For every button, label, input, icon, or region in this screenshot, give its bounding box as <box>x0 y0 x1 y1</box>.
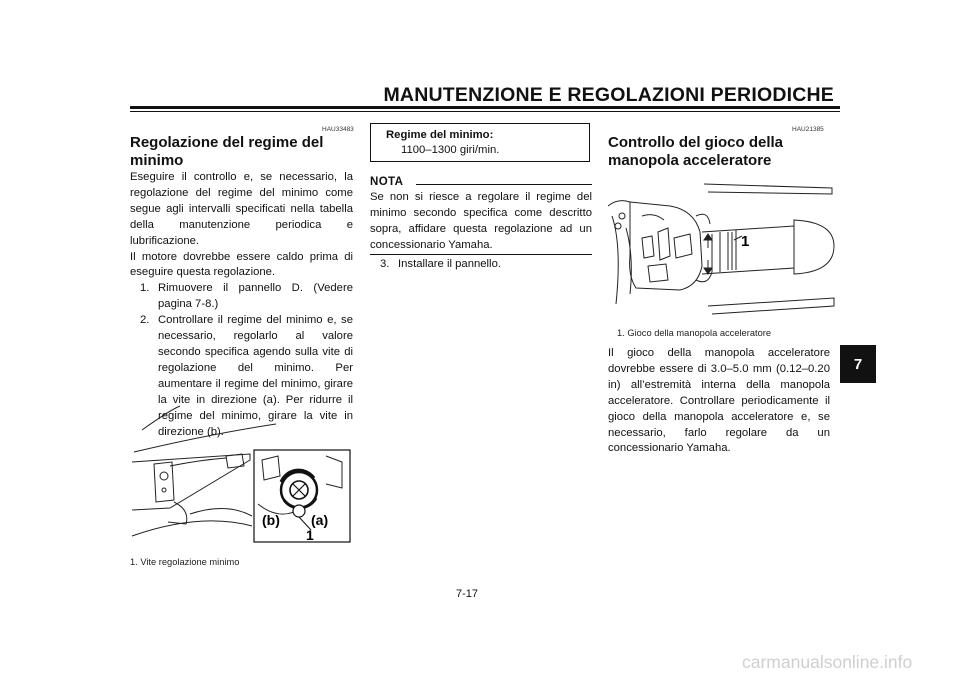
heading-line: manopola acceleratore <box>608 151 772 169</box>
list-item <box>380 257 592 273</box>
step-number: 1. <box>140 282 150 295</box>
step-3 <box>370 257 592 273</box>
section-code: HAU21385 <box>792 126 824 133</box>
watermark[interactable]: carmanualsonline.info <box>742 652 913 672</box>
chapter-tab[interactable]: 7 <box>840 345 876 383</box>
heading-line: Regolazione del regime del <box>130 134 324 151</box>
step-text: Rimuovere il pannello D. (Vedere pagina 7-8.) <box>158 282 353 311</box>
step-text: Installare il pannello. <box>398 258 501 270</box>
nota-rule <box>416 184 592 185</box>
label-b: (b) <box>262 512 280 528</box>
label-a: (a) <box>311 512 329 528</box>
idle-screw-illustration <box>130 404 352 548</box>
list-item <box>140 281 353 313</box>
heading-line: minimo <box>130 151 184 169</box>
spec-title: Regime del minimo: <box>386 129 494 141</box>
paragraph: Eseguire il controllo e, se necessario, la regolazione del regime del minimo come segue agli intervalli specificati nella tabella della manutenzione periodica e lubrificazione. <box>130 171 353 247</box>
label-1: 1 <box>741 233 750 250</box>
paragraph: Il motore dovrebbe essere caldo prima di eseguire questa regolazione. <box>130 250 353 279</box>
figure-caption: 1. Gioco della manopola acceleratore <box>617 328 772 338</box>
spec-value: 1100–1300 giri/min. <box>401 144 500 156</box>
section-body <box>130 170 353 440</box>
nota-end-rule <box>370 254 592 255</box>
throttle-grip-illustration <box>608 176 836 318</box>
step-number: 3. <box>380 258 390 270</box>
page-title: MANUTENZIONE E REGOLAZIONI PERIODICHE <box>383 84 834 106</box>
step-list <box>370 257 592 273</box>
spec-box <box>370 123 590 162</box>
heading-line: Controllo del gioco della <box>608 134 784 151</box>
section-code: HAU33483 <box>322 126 354 133</box>
nota-label: NOTA <box>370 176 404 188</box>
page-number: 7-17 <box>456 588 479 600</box>
figure-caption: 1. Vite regolazione minimo <box>130 557 240 567</box>
nota-text: Se non si riesce a regolare il regime del minimo secondo specifica come descritto sopra, affidare questa regolazione ad un concessionario Yamaha. <box>370 191 592 251</box>
header-rule-thin <box>130 111 840 112</box>
step-number: 2. <box>140 314 150 327</box>
section-body: Il gioco della manopola acceleratore dovrebbe essere di 3.0–5.0 mm (0.12–0.20 in) all’estremità interna della manopola acceleratore. Controllare periodicamente il gioco della manopola acceleratore e, se necessario, farlo regolare da un concessionario Yamaha. <box>608 347 830 455</box>
header-rule <box>130 106 840 109</box>
section-heading <box>130 134 360 169</box>
label-1: 1 <box>306 527 314 543</box>
section-heading <box>608 134 838 169</box>
step-text: Controllare il regime del minimo e, se necessario, regolarlo al valore secondo specifica agendo sulla vite di regolazione del minimo. Per aumentare il regime del minimo, girare la vite in direzione (a). Per ridurre il regime del minimo, girare la vite in direzione (b). <box>158 314 353 438</box>
